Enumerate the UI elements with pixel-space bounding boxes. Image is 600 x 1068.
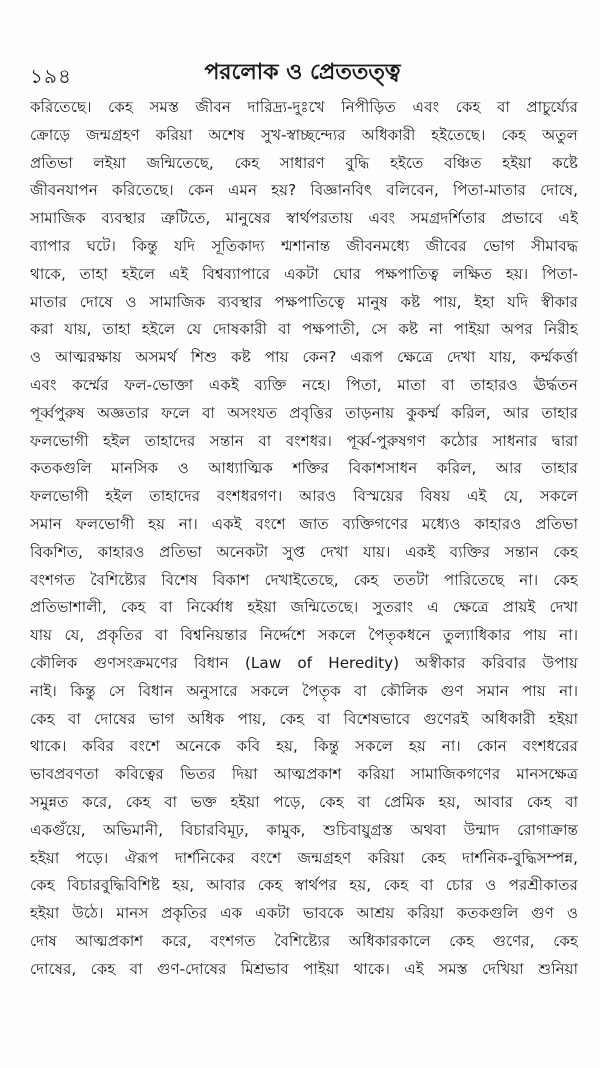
text-line: ভাবপ্রবণতা কবিত্বের ভিতর দিয়া আত্মপ্রকাশ করিয়া সামাজিকগণের মানসক্ষেত্র [30, 765, 578, 784]
text-line: প্রতিভাশালী, কেহ বা নির্ব্বোধ হইয়া জন্মিতেছে। সুতরাং এ ক্ষেত্রে প্রায়ই দেখা [30, 598, 578, 617]
text-line: দোষ আত্মপ্রকাশ করে, বংশগত বৈশিষ্ট্যের অধিকারকালে কেহ গুণের, কেহ [30, 931, 578, 950]
running-title: পরলোক ও প্রেততত্ত্ব [204, 59, 401, 85]
text-line: করিতেছে। কেহ সমস্ত জীবন দারিদ্র্য-দুঃখে নিপীড়িত এবং কেহ বা প্রাচুর্য্যের [30, 98, 578, 116]
text-line: ফলভোগী হইল তাহাদের সন্তান বা বংশধর। পূর্ব্ব-পুরুষগণ কঠোর সাধনার দ্বারা [30, 431, 578, 450]
text-line: একগুঁয়ে, অভিমানী, বিচারবিমূঢ়, কামুক, শুচিবায়ুগ্রস্ত অথবা উন্মাদ রোগাক্রান্ত [30, 820, 578, 839]
text-line: কেহ বা দোষের ভাগ অধিক পায়, কেহ বা বিশেষভাবে গুণেরই অধিকারী হইয়া [30, 709, 578, 728]
body-text [30, 94, 578, 984]
text-line: সামাজিক ব্যবস্থার ত্রুটিতে, মানুষের স্বার্থপরতায় এবং সমগ্রদর্শিতার প্রভাবে এই [30, 209, 578, 228]
text-line: বংশগত বৈশিষ্ট্যের বিশেষ বিকাশ দেখাইতেছে, কেহ ততটা পারিতেছে না। কেহ [30, 570, 578, 589]
text-line: সমুন্নত করে, কেহ বা ভক্ত হইয়া পড়ে, কেহ বা প্রেমিক হয়, আবার কেহ বা [30, 792, 578, 811]
text-line: এবং কর্ম্মের ফল-ভোক্তা একই ব্যক্তি নহে। পিতা, মাতা বা তাহারও ঊর্দ্ধতন [30, 375, 578, 394]
text-line: প্রতিভা লইয়া জন্মিতেছে, কেহ সাধারণ বুদ্ধি হইতে বঞ্চিত হইয়া কষ্টে [30, 153, 578, 172]
text-line: দোষের, কেহ বা গুণ-দোষের মিশ্রভাব পাইয়া থাকে। এই সমস্ত দেখিয়া শুনিয়া [30, 959, 578, 978]
text-line: বিকশিত, কাহারও প্রতিভা অনেকটা সুপ্ত দেখা যায়। একই ব্যক্তির সন্তান কেহ [30, 542, 578, 561]
text-line: থাকে, তাহা হইলে এই বিশ্বব্যাপারে একটা ঘোর পক্ষপাতিত্ব লক্ষিত হয়। পিতা- [30, 264, 578, 283]
text-line: মাতার দোষে ও সামাজিক ব্যবস্থার পক্ষপাতিত্বে মানুষ কষ্ট পায়, ইহা যদি স্বীকার [30, 292, 578, 311]
text-line: হইয়া পড়ে। ঐরূপ দার্শনিকের বংশে জন্মগ্রহণ করিয়া কেহ দার্শনিক-বুদ্ধিসম্পন্ন, [30, 848, 578, 867]
text-line: ফলভোগী হইল তাহাদের বংশধরগণ। আরও বিস্ময়ের বিষয় এই যে, সকলে [30, 487, 578, 506]
text-line: কতকগুলি মানসিক ও আধ্যাত্মিক শক্তির বিকাশসাধন করিল, আর তাহার [30, 459, 578, 478]
text-line: জীবনযাপন করিতেছে। কেন এমন হয়? বিজ্ঞানবিৎ বলিবেন, পিতা-মাতার দোষে, [30, 181, 578, 200]
text-line: করা যায়, তাহা হইলে যে দোষকারী বা পক্ষপাতী, সে কষ্ট না পাইয়া অপর নিরীহ [30, 320, 578, 339]
text-line: কেহ বিচারবুদ্ধিবিশিষ্ট হয়, আবার কেহ স্বার্থপর হয়, কেহ বা চোর ও পরশ্রীকাতর [30, 876, 578, 895]
text-line: সমান ফলভোগী হয় না। একই বংশে জাত ব্যক্তিগণের মধ্যেও কাহারও প্রতিভা [30, 514, 578, 533]
text-line: যায় যে, প্রকৃতির বা বিশ্বনিয়ন্তার নির্দ্দেশে সকলে পৈতৃকধনে তুল্যাধিকার পায় না। [30, 626, 578, 645]
text-line: ক্রোড়ে জন্মগ্রহণ করিয়া অশেষ সুখ-স্বাচ্ছন্দ্যের অধিকারী হইতেছে। কেহ অতুল [30, 125, 578, 144]
text-line: থাকে। কবির বংশে অনেকে কবি হয়, কিন্তু সকলে হয় না। কোন বংশধরের [30, 737, 578, 756]
text-line: ও আত্মরক্ষায় অসমর্থ শিশু কষ্ট পায় কেন? এরূপ ক্ষেত্রে দেখা যায়, কর্ম্মকর্ত্তা [30, 348, 578, 367]
text-line: ব্যাপার ঘটে। কিন্তু যদি সূতিকাদ্য শ্মশানান্ত জীবনমধ্যে জীবের ভোগ সীমাবদ্ধ [30, 236, 578, 255]
text-line: নাই। কিন্তু সে বিধান অনুসারে সকলে পৈতৃক বা কৌলিক গুণ সমান পায় না। [30, 681, 578, 700]
page-number: ১৯৪ [30, 64, 72, 88]
text-line: হইয়া উঠে। মানস প্রকৃতির এক একটা ভাবকে আশ্রয় করিয়া কতকগুলি গুণ ও [30, 904, 578, 923]
page-header [30, 56, 575, 90]
text-line: কৌলিক গুণসংক্রমণের বিধান (Law of Heredity) অস্বীকার করিবার উপায় [30, 653, 578, 672]
text-line: পূর্ব্বপুরুষ অজ্ঞতার ফলে বা অসংযত প্রবৃত্তির তাড়নায় কুকর্ম্ম করিল, আর তাহার [30, 403, 578, 422]
